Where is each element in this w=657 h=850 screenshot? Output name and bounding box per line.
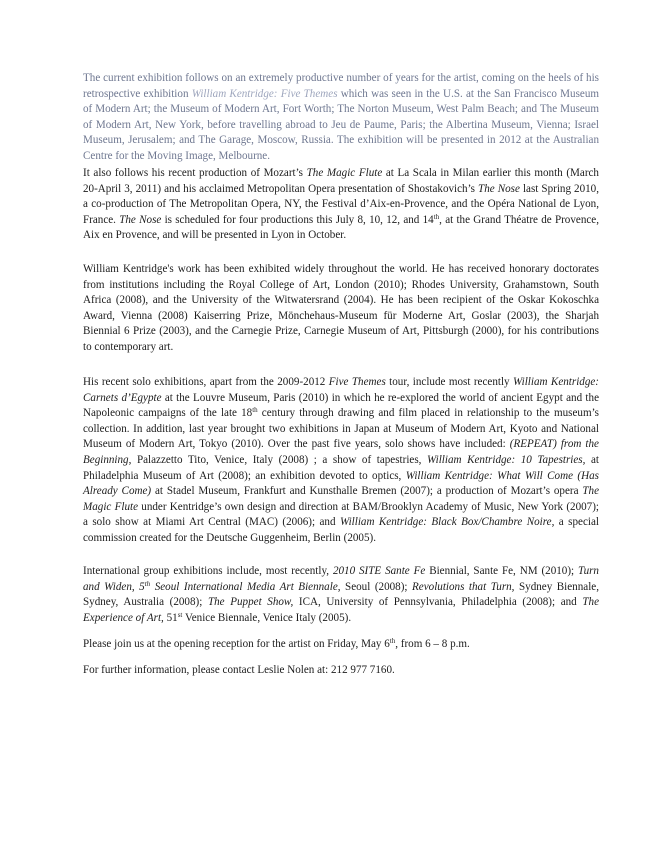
text-run: is scheduled for four productions this July 8, 10, 12, and 14	[161, 213, 434, 226]
exhibition-title: 2010 SITE Sante Fe	[332, 565, 426, 577]
exhibition-title: Revolutions that Turn,	[412, 580, 515, 593]
opera-title: The Magic Flute	[83, 485, 599, 513]
text-run: which was seen in the U.S. at the San Francisco Museum of Modern Art; the Museum of Modern Art, Fort Worth; The Norton Museum, West Palm Beach; and The Museum of Modern Art, New York, before travelling abroad to Jeu de Paume, Paris; the Albertina Museum, Vienna; Israel Museum, Jerusalem; and The Garage, Moscow, Russia. The exhibition will be presented in 2012 at the Australian Centre for the Moving Image, Melbourne.	[83, 87, 599, 162]
text-run: , at the Grand Théatre de Provence, Aix en Provence, and will be presented in Lyon in October.	[83, 213, 599, 242]
ordinal-suffix: st	[177, 610, 183, 619]
opera-title: The Nose	[119, 213, 162, 226]
text-run: Sydney Biennale, Sydney, Australia (2008);	[83, 580, 599, 609]
exhibition-title: The Experience of Art,	[83, 596, 599, 624]
paragraph-opera-productions	[83, 166, 599, 244]
exhibition-title: Five Themes	[328, 376, 386, 388]
text-run: century through drawing and film placed in relationship to the museum’s collection. In addition, last year brought two exhibitions in Japan at Museum of Modern Art, Kyoto and National Museum of Modern Art, Tokyo (2010). Over the past five years, solo shows have included:	[83, 407, 599, 451]
text-run: a special commission created for the Deutsche Guggenheim, Berlin (2005).	[83, 516, 599, 544]
text-run: at Stadel Museum, Frankfurt and Kunsthalle Bremen (2007); a production of Mozart’s opera	[151, 485, 583, 498]
exhibition-title: William Kentridge: 10 Tapestries,	[427, 453, 586, 466]
text-run: International group exhibitions include, most recently,	[83, 565, 333, 577]
exhibition-title: William Kentridge: What Will Come (Has Already Come)	[83, 469, 599, 498]
exhibition-title: William Kentridge: Carnets d’Egypte	[83, 376, 599, 404]
ordinal-suffix: th	[433, 212, 440, 221]
ordinal-suffix: th	[252, 406, 258, 415]
exhibition-title: (REPEAT) from the Beginning	[83, 438, 599, 466]
text-run: The current exhibition follows on an extremely productive number of years for the artist, coming on the heels of his retrospective exhibition	[83, 72, 599, 100]
ordinal-suffix: th	[144, 579, 151, 588]
paragraph-solo-exhibitions	[83, 375, 599, 547]
paragraph-honors	[83, 262, 599, 356]
opera-title: The Nose	[478, 182, 520, 195]
text-run: at the Louvre Museum, Paris (2010) in which he re-explored the world of ancient Egypt and the Napoleonic campaigns of the late 18	[83, 391, 599, 420]
paragraph-group-exhibitions	[83, 564, 599, 626]
exhibition-title: William Kentridge: Five Themes	[191, 87, 338, 100]
paragraph-reception	[83, 637, 599, 653]
text-run: Venice Biennale, Venice Italy (2005).	[182, 611, 352, 624]
contact-line: For further information, please contact Leslie Nolen at: 212 977 7160.	[83, 664, 395, 676]
exhibition-title: William Kentridge: Black Box/Chambre Noire,	[339, 516, 555, 529]
text-run: ICA, University of Pennsylvania, Philadelphia (2008); and	[293, 596, 583, 609]
exhibition-title: Turn and Widen, 5	[83, 565, 599, 593]
text-run: , Seoul (2008);	[337, 580, 413, 593]
paragraph-exhibition-history	[83, 71, 599, 165]
paragraph-contact	[83, 663, 599, 679]
text-run: last Spring 2010, a co-production of The Metropolitan Opera, NY, the Festival d’Aix-en-Provence, and the Opéra National de Lyon, France.	[83, 182, 599, 226]
text-run: at Philadelphia Museum of Art (2008); an exhibition devoted to optics,	[83, 453, 599, 482]
text-run: under Kentridge’s own design and direction at BAM/Brooklyn Academy of Music, New York (2007); a solo show at Miami Art Central (MAC) (2006); and	[83, 500, 599, 529]
text-run: tour, include most recently	[385, 376, 513, 388]
text-run: , Palazzetto Tito, Venice, Italy (2008) ; a show of tapestries,	[128, 453, 427, 466]
opera-title: The Magic Flute	[306, 167, 383, 179]
text-run: Biennial, Sante Fe, NM (2010);	[425, 565, 579, 577]
text-run: at La Scala in Milan earlier this month (March 20-April 3, 2011) and his acclaimed Metropolitan Opera presentation of Shostakovich’s	[83, 167, 599, 195]
exhibition-title: The Puppet Show,	[207, 596, 294, 609]
text-run: Please join us at the opening reception for the artist on Friday, May 6	[83, 638, 390, 650]
exhibition-title: Seoul International Media Art Biennale	[150, 580, 338, 593]
text-run: 51	[163, 611, 178, 624]
text-run: William Kentridge's work has been exhibited widely throughout the world. He has received honorary doctorates from institutions including the Royal College of Art, London (2010); Rhodes University, Grahamstown, South Africa (2008), and the University of the Witwatersrand (2004). He has been recipient of the Oskar Kokoschka Award, Vienna (2008) Kaiserring Prize, Mönchehaus-Museum für Moderne Art, Goslar (2003), the Sharjah Biennial 6 Prize (2003), and the Carnegie Prize, Carnegie Museum of Art, Pittsburgh (2000), for his contributions to contemporary art.	[83, 263, 599, 353]
ordinal-suffix: th	[389, 637, 396, 645]
text-run: It also follows his recent production of Mozart’s	[83, 167, 307, 179]
text-run: His recent solo exhibitions, apart from the 2009-2012	[83, 376, 329, 388]
text-run: , from 6 – 8 p.m.	[395, 638, 470, 650]
